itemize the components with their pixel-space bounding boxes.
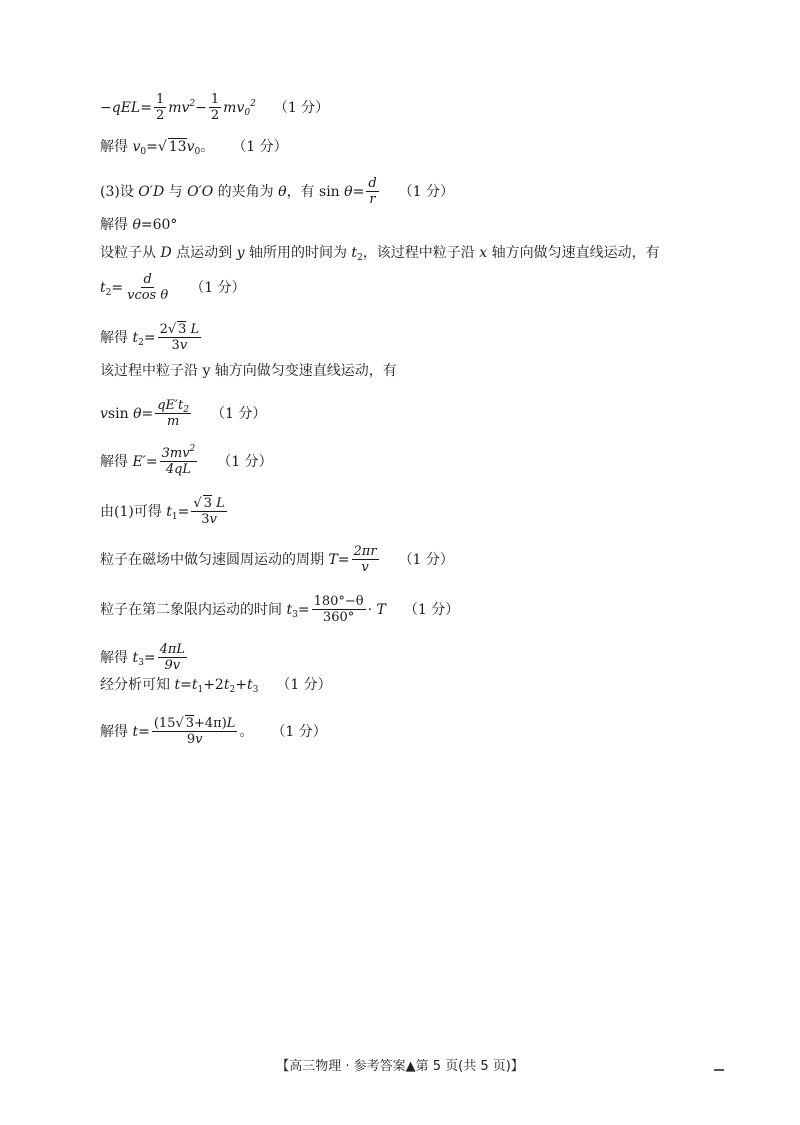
angle-definition: [100, 176, 454, 207]
solution-t3-lhs: 解得 $t_3=$: [100, 649, 156, 668]
fraction-period: $\frac{2\pi r}{v}$: [353, 544, 377, 575]
page-footer: 【高三物理 · 参考答案▲第 5 页(共 5 页)】: [276, 1059, 524, 1074]
equation-t3: [100, 594, 459, 625]
fraction-half-2: $\frac{1}{2}$: [210, 92, 220, 123]
equation-t2: [100, 272, 246, 303]
term-mv2: $mv^2$: [168, 98, 196, 116]
score-note: （1 分）: [276, 677, 332, 693]
solution-t1-lhs: 由(1)可得 $t_1=$: [100, 503, 190, 522]
fraction-t2-value: $\frac{2√ 3 L}{3v}$: [159, 322, 200, 353]
solution-t2: [100, 322, 203, 353]
solution-t1: [100, 496, 229, 527]
score-note: （1 分）: [398, 183, 455, 200]
solution-t2-lhs: 解得 $t_2=$: [100, 329, 156, 348]
term-mv0-2: $mv_0^2$: [223, 98, 256, 118]
solution-v0-text: 解得 $v_0=√$ $13v_0$。: [100, 139, 215, 157]
equation-t3-lhs: 粒子在第二象限内运动的时间 $t_3=$: [100, 601, 310, 620]
fraction-angle-ratio: $\frac{180^\circ-\theta}{360^\circ}$: [313, 594, 364, 625]
period-mark: 。: [239, 723, 254, 740]
equation-period-lhs: 粒子在磁场中做匀速圆周运动的周期 T=: [100, 551, 350, 568]
fraction-total-time: $\frac{(15√ 3+4\pi)L}{9v}$: [153, 716, 236, 747]
equation-vsin-lhs: vsin θ=: [100, 405, 154, 422]
fraction-qEt2-over-m: $\frac{qE't_2}{m}$: [157, 398, 189, 429]
solution-v0: [100, 138, 288, 156]
equation-total-time: [100, 676, 332, 694]
paragraph-y-motion-text: 该过程中粒子沿 y 轴方向做匀变速直线运动，有: [100, 363, 397, 379]
corner-mark: [714, 1069, 724, 1071]
solution-theta: [100, 216, 177, 234]
paragraph-time-t2-text: 设粒子从 D 点运动到 y 轴所用的时间为 $t_2$，该过程中粒子沿 x 轴方向做匀速直线运动，有: [100, 245, 660, 263]
minus-sign: −: [195, 99, 207, 116]
fraction-E-prime: $\frac{3mv^2}{4qL}$: [161, 444, 196, 477]
fraction-half-1: $\frac{1}{2}$: [155, 92, 165, 123]
equation-period: [100, 544, 454, 575]
paragraph-y-motion: [100, 362, 397, 380]
solution-total-time: [100, 716, 327, 747]
fraction-d-over-r: $\frac{d}{r}$: [368, 176, 377, 207]
score-note: （1 分）: [217, 453, 273, 470]
score-note: （1 分）: [210, 405, 267, 422]
score-note: （1 分）: [190, 279, 246, 296]
solution-E-prime: [100, 446, 273, 477]
equation-total-time-text: 经分析可知 $t=t_1+2t_2+t_3$: [100, 677, 259, 695]
solution-total-time-lhs: 解得 t=: [100, 723, 150, 740]
solution-theta-text: 解得 θ=60°: [100, 217, 178, 233]
angle-definition-text: (3)设 O′D 与 O′O 的夹角为 θ，有 sin θ=: [100, 183, 365, 200]
solution-t3: [100, 642, 189, 673]
solution-E-prime-lhs: 解得 E′=: [100, 453, 158, 470]
fraction-d-over-vcos: $\frac{d}{\text{vcos θ}}$: [127, 272, 169, 303]
equation-lhs: −qEL=: [100, 99, 152, 116]
equation-t2-lhs: $t_2=$: [100, 279, 124, 298]
equation-energy: [100, 92, 329, 123]
score-note: （1 分）: [398, 551, 454, 568]
score-note: （1 分）: [232, 139, 288, 155]
paragraph-time-t2: [100, 244, 660, 262]
equation-vsin: [100, 398, 266, 429]
fraction-t1-value: $\frac{√ 3 L}{3v}$: [193, 496, 225, 527]
score-note: （1 分）: [271, 723, 327, 740]
times-T: · T: [367, 601, 386, 618]
fraction-t3-value: $\frac{4\pi L}{9v}$: [159, 642, 186, 673]
score-note: （1 分）: [273, 99, 330, 116]
score-note: （1 分）: [403, 601, 460, 618]
